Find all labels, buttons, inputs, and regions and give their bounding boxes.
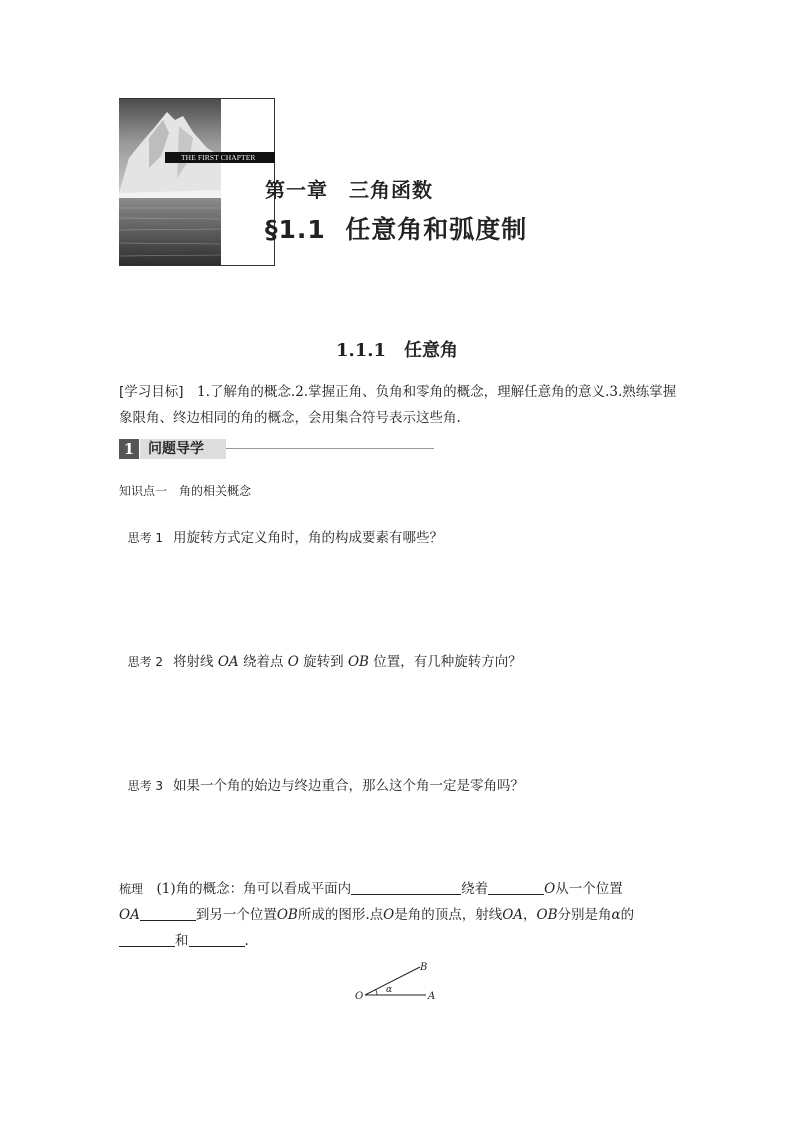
fill-blank-2[interactable] [488, 880, 544, 895]
fill-blank-3[interactable] [140, 906, 196, 921]
objectives-text: 1.了解角的概念.2.掌握正角、负角和零角的概念，理解任意角的意义.3.熟练掌握象限角、终边相同的角的概念，会用集合符号表示这些角. [119, 384, 677, 426]
summary-text: 的 [620, 907, 635, 923]
objectives-tag: [学习目标] [119, 384, 184, 400]
think-text: 绕着点 [238, 654, 288, 670]
section-banner-number: 1 [119, 439, 139, 459]
summary-text: (1)角的概念：角可以看成平面内 [143, 881, 352, 897]
learning-objectives [119, 379, 684, 431]
fill-blank-1[interactable] [351, 880, 461, 895]
think-text: 如果一个角的始边与终边重合，那么这个角一定是零角吗？ [173, 778, 525, 794]
first-chapter-band: THE FIRST CHAPTER [165, 152, 275, 163]
summary-text: 从一个位置 [555, 881, 623, 897]
think-question-2 [119, 634, 522, 670]
label-o: O [355, 991, 364, 1002]
summary-paragraph [119, 876, 679, 954]
summary-text: 所成的图形.点 [297, 907, 384, 923]
section-banner-label: 问题导学 [140, 439, 226, 459]
think-label: 思考 1 [127, 531, 164, 545]
ray-ob-line [365, 967, 420, 995]
point-o: O [287, 654, 299, 670]
summary-text: . [244, 933, 249, 949]
summary-text: ， [523, 907, 537, 923]
label-alpha: α [386, 985, 393, 995]
point-o: O [383, 907, 395, 923]
summary-text: 分别是角 [557, 907, 612, 923]
think-label: 思考 3 [127, 779, 164, 793]
fill-blank-5[interactable] [189, 932, 245, 947]
section-title: §1.1 任意角和弧度制 [265, 215, 528, 244]
label-b: B [420, 962, 428, 973]
think-text: 用旋转方式定义角时，角的构成要素有哪些？ [173, 530, 444, 546]
ray-ob: OB [347, 654, 369, 670]
think-question-3 [119, 758, 524, 794]
fill-blank-4[interactable] [119, 932, 175, 947]
subsection-title: 1.1.1 任意角 [335, 340, 459, 361]
think-label: 思考 2 [127, 655, 164, 669]
think-text: 位置，有几种旋转方向？ [368, 654, 522, 670]
angle-alpha: α [611, 907, 621, 923]
chapter-title: 第一章 三角函数 [265, 178, 433, 202]
ray-oa: OA [119, 907, 140, 923]
point-o: O [544, 881, 556, 897]
chapter-header-frame [119, 98, 275, 266]
knowledge-point-heading: 知识点一 角的相关概念 [119, 484, 252, 498]
ray-ob: OB [276, 907, 298, 923]
summary-text: 是角的顶点，射线 [394, 907, 503, 923]
summary-text: 到另一个位置 [195, 907, 277, 923]
think-text: 将射线 [173, 654, 218, 670]
summary-text: 和 [175, 933, 189, 949]
ray-oa: OA [502, 907, 524, 923]
ray-ob: OB [536, 907, 558, 923]
label-a: A [428, 991, 436, 1002]
think-question-1 [119, 510, 443, 546]
angle-arc [376, 990, 377, 995]
angle-figure [350, 960, 450, 1006]
ray-oa: OA [217, 654, 239, 670]
summary-label: 梳理 [119, 882, 144, 896]
think-text: 旋转到 [298, 654, 348, 670]
summary-text: 绕着 [461, 881, 489, 897]
section-banner-rule [226, 448, 434, 449]
